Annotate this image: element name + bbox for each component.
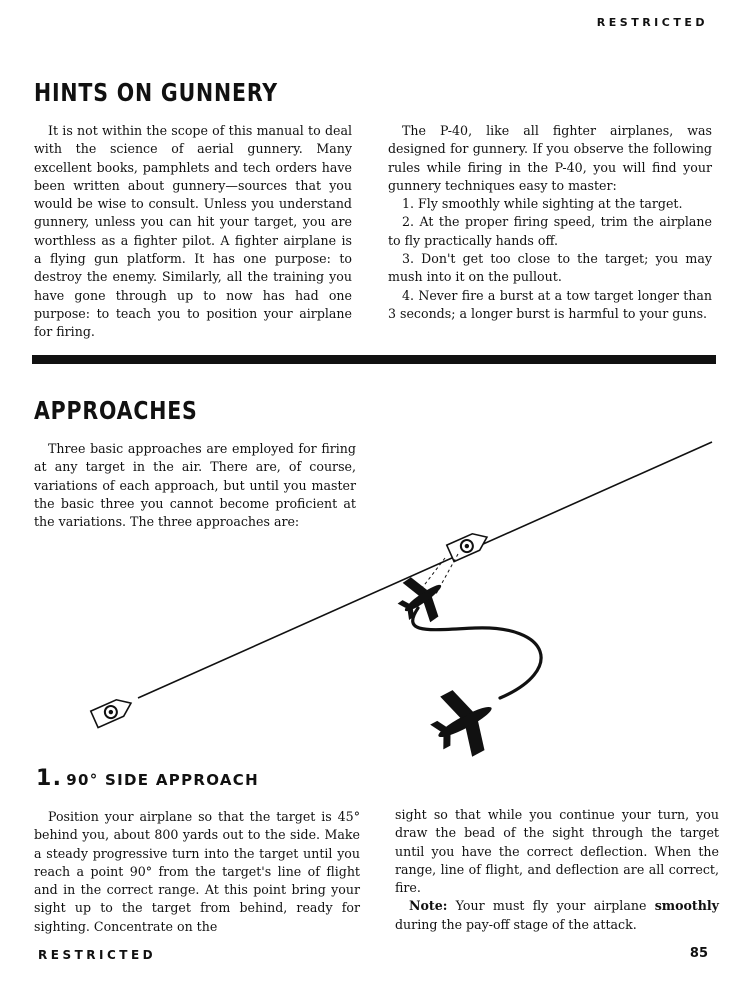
gunnery-left-column xyxy=(34,122,352,342)
fighter-plane-upper xyxy=(390,566,455,632)
gunnery-rules-intro: The P-40, like all fighter airplanes, was designed for gunnery. If you observe the following rules while firing in the P-40, you will find your gunnery techniques easy to master: xyxy=(388,123,712,193)
note-text-before: Your must fly your airplane xyxy=(447,898,655,914)
side-approach-paragraph-1: Position your airplane so that the target is 45° behind you, about 800 yards out to the side. Make a steady progressive turn into the target until you reach a point 90° from the target's line of flight and in the correct range. At this point bring your sight up to the target from behind, ready for sighting. Concentrate on the xyxy=(34,809,360,934)
gunnery-rule-4: 4. Never fire a burst at a tow target longer than 3 seconds; a longer burst is harmful to your guns. xyxy=(388,287,712,321)
section-divider-bar xyxy=(32,355,716,364)
gunnery-rule-1: 1. Fly smoothly while sighting at the target. xyxy=(402,196,683,212)
side-approach-left-column xyxy=(34,808,360,936)
gunnery-rule-3: 3. Don't get too close to the target; you may mush into it on the pullout. xyxy=(388,251,712,285)
side-approach-note xyxy=(395,897,719,934)
section-title-approaches: APPROACHES xyxy=(34,396,198,425)
target-flight-line xyxy=(138,442,712,698)
side-approach-diagram xyxy=(80,430,730,760)
side-approach-number: 1. xyxy=(36,766,63,791)
side-approach-heading xyxy=(36,766,259,791)
section-title-gunnery: HINTS ON GUNNERY xyxy=(34,78,278,107)
note-emphasis: smoothly xyxy=(654,898,719,914)
approaches-intro-paragraph: Three basic approaches are employed for firing at any target in the air. There are, of course, variations of each approach, but until you master the basic three you cannot become proficient at the variations. The three approaches are: xyxy=(34,441,356,530)
page-header-restricted: RESTRICTED xyxy=(596,16,708,29)
attack-turn-path xyxy=(413,608,541,698)
gunnery-intro-paragraph: It is not within the scope of this manual to deal with the science of aerial gunnery. Many excellent books, pamphlets and tech orders have been written about gunnery—sources that you would be wise to consult. Unless you understand gunnery, unless you can hit your target, you are worthless as a fighter pilot. A fighter airplane is a flying gun platform. It has one purpose: to destroy the enemy. Similarly, all the training you have gone through up to now has had one purpose: to teach you to position your airplane for firing. xyxy=(34,123,352,340)
note-text-after: during the pay-off stage of the attack. xyxy=(395,916,637,932)
side-approach-title: 90° SIDE APPROACH xyxy=(66,771,259,789)
tow-target-lower xyxy=(91,695,135,728)
page-footer-restricted: RESTRICTED xyxy=(38,948,157,962)
page-number: 85 xyxy=(689,946,708,961)
tow-target-upper xyxy=(447,529,491,562)
side-approach-right-column xyxy=(395,806,719,934)
note-label: Note: xyxy=(409,898,448,914)
side-approach-paragraph-2: sight so that while you continue your turn, you draw the bead of the sight through the target until you have the correct deflection. When the range, line of flight, and deflection are all correct, fire. xyxy=(395,807,719,896)
fighter-plane-lower xyxy=(421,678,508,760)
gunnery-right-column xyxy=(388,122,712,323)
gunnery-rule-2: 2. At the proper firing speed, trim the airplane to fly practically hands off. xyxy=(388,214,712,248)
